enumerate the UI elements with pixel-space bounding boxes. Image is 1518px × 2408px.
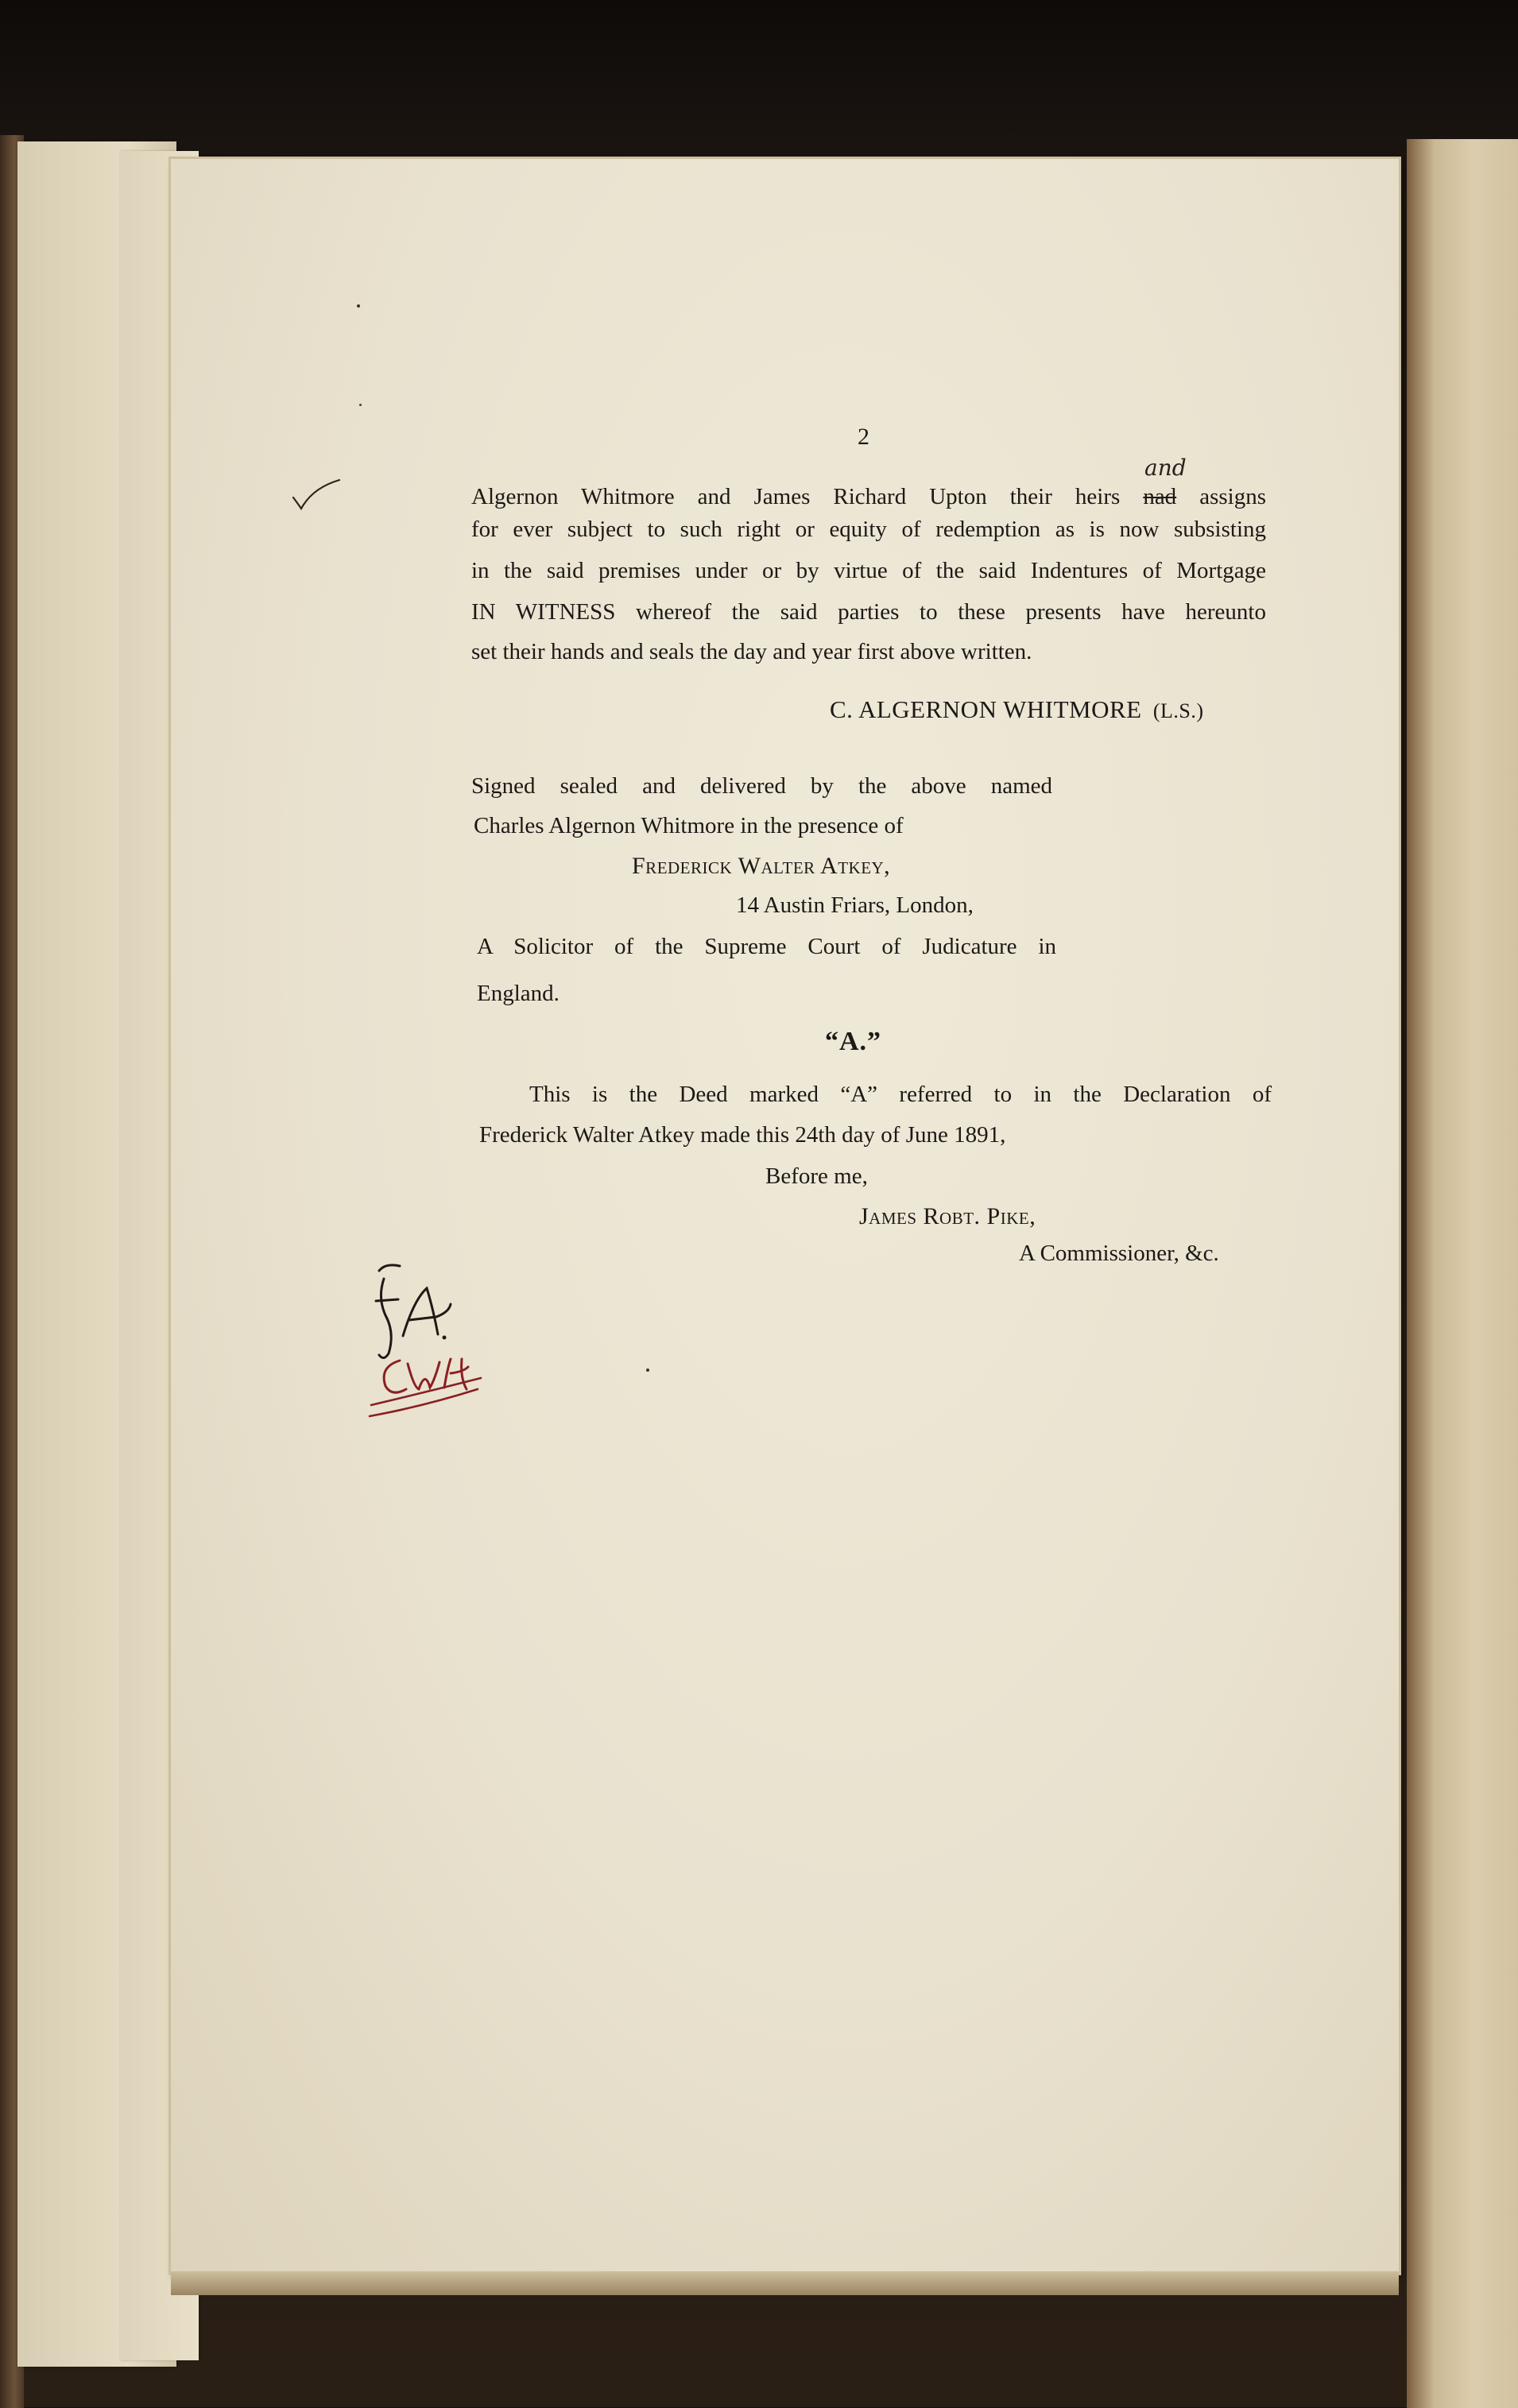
seal-mark: (L.S.) xyxy=(1152,699,1204,722)
attestation-line-2: Charles Algernon Whitmore in the presence of xyxy=(474,813,904,838)
witness-title-line-1: A Solicitor of the Supreme Court of Judicature in xyxy=(477,934,1056,959)
handwritten-correction: and xyxy=(1144,455,1187,481)
handwritten-initials-red xyxy=(362,1343,497,1423)
signatory-name: C. ALGERNON WHITMORE xyxy=(830,695,1142,723)
document-page xyxy=(171,159,1399,2273)
commissioner-name: James Robt. Pike, xyxy=(859,1203,1036,1229)
witness-title-line-2: England. xyxy=(477,981,560,1006)
paper-speck xyxy=(646,1369,649,1372)
signatory xyxy=(830,697,1204,722)
declaration-line-1: This is the Deed marked “A” referred to in the Declaration of xyxy=(529,1082,1272,1107)
commissioner-title: A Commissioner, &c. xyxy=(1019,1241,1219,1266)
paper-speck xyxy=(357,304,360,308)
facing-page-right xyxy=(1407,139,1518,2408)
witness-address: 14 Austin Friars, London, xyxy=(736,892,974,918)
body-line-4: IN WITNESS whereof the said parties to these presents have hereunto xyxy=(471,599,1266,625)
exhibit-mark: “A.” xyxy=(825,1027,882,1056)
paper-speck xyxy=(359,404,362,406)
witness-name: Frederick Walter Atkey, xyxy=(632,853,891,879)
body-line-2: for ever subject to such right or equity of redemption as is now subsisting xyxy=(471,517,1266,542)
struck-word: nad xyxy=(1143,484,1177,509)
body-line-5: set their hands and seals the day and year first above written. xyxy=(471,639,1032,664)
page-number: 2 xyxy=(858,424,869,450)
check-mark-icon xyxy=(290,477,346,513)
body-line-1-text: Algernon Whitmore and James Richard Upton their heirs xyxy=(471,484,1121,509)
page-bottom-edge xyxy=(171,2271,1399,2295)
before-me: Before me, xyxy=(765,1163,868,1189)
body-line-1-tail: assigns xyxy=(1199,484,1267,509)
declaration-line-2: Frederick Walter Atkey made this 24th day of June 1891, xyxy=(479,1122,1006,1148)
body-line-3: in the said premises under or by virtue of the said Indentures of Mortgage xyxy=(471,558,1266,583)
body-line-1 xyxy=(471,486,1266,509)
attestation-line-1: Signed sealed and delivered by the above named xyxy=(471,773,1052,799)
